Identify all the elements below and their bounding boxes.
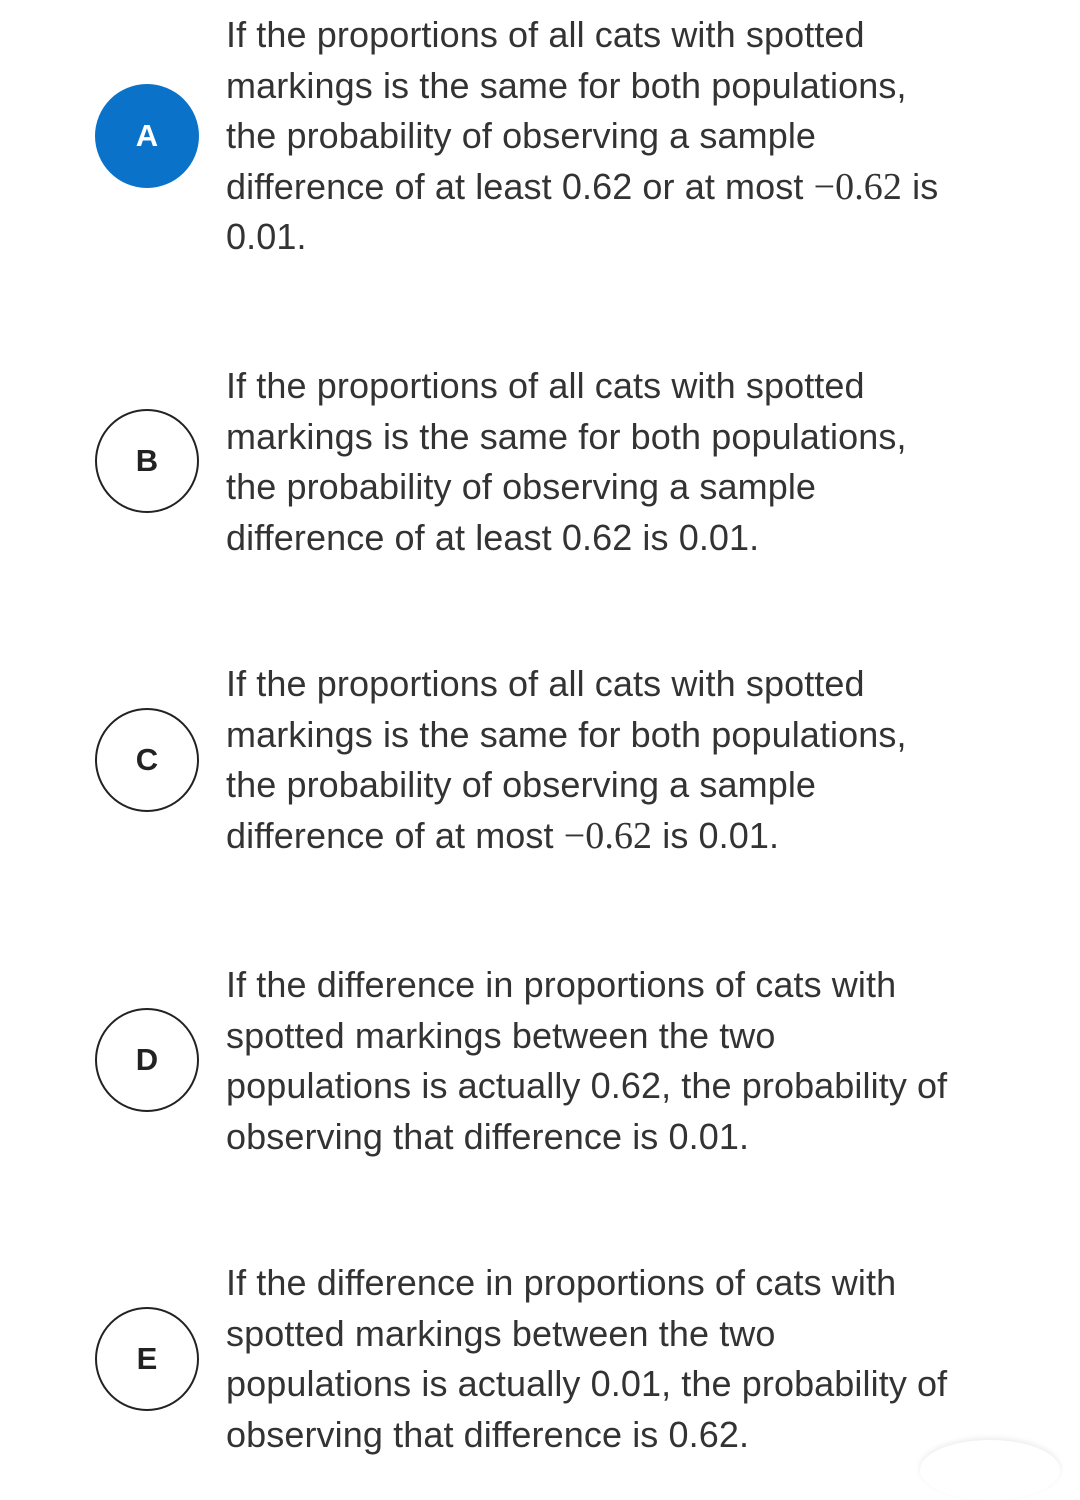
option-b-text: [226, 361, 966, 563]
option-d-text: [226, 960, 966, 1162]
option-c-text-end: is 0.01.: [652, 814, 780, 856]
option-a-text: [226, 10, 966, 263]
option-a-text-end: is 0.01.: [226, 165, 939, 257]
option-b-radio[interactable]: B: [95, 409, 199, 513]
option-d-radio[interactable]: D: [95, 1008, 199, 1112]
option-a-math: −0.62: [813, 165, 903, 208]
option-c-radio[interactable]: C: [95, 708, 199, 812]
option-e-radio[interactable]: E: [95, 1307, 199, 1411]
option-a-radio[interactable]: A: [95, 84, 199, 188]
option-d-text-main: If the difference in proportions of cats with spotted markings between the two populations is actually 0.62, the probability of observing that difference is 0.01.: [226, 964, 948, 1157]
option-e-text-main: If the difference in proportions of cats with spotted markings between the two populations is actually 0.01, the probability of observing that difference is 0.62.: [226, 1262, 948, 1455]
floating-action-button-edge: [920, 1440, 1060, 1500]
option-c-math: −0.62: [563, 814, 653, 857]
option-c-text-main: If the proportions of all cats with spotted markings is the same for both populations, the probability of observing a sample difference of at most: [226, 663, 907, 856]
option-b-text-main: If the proportions of all cats with spotted markings is the same for both populations, the probability of observing a sample difference of at least 0.62 is 0.01.: [226, 365, 907, 558]
option-e-text: [226, 1258, 966, 1460]
option-c-text: [226, 659, 966, 861]
option-a-text-main: If the proportions of all cats with spotted markings is the same for both populations, the probability of observing a sample difference of at least 0.62 or at most: [226, 14, 907, 207]
